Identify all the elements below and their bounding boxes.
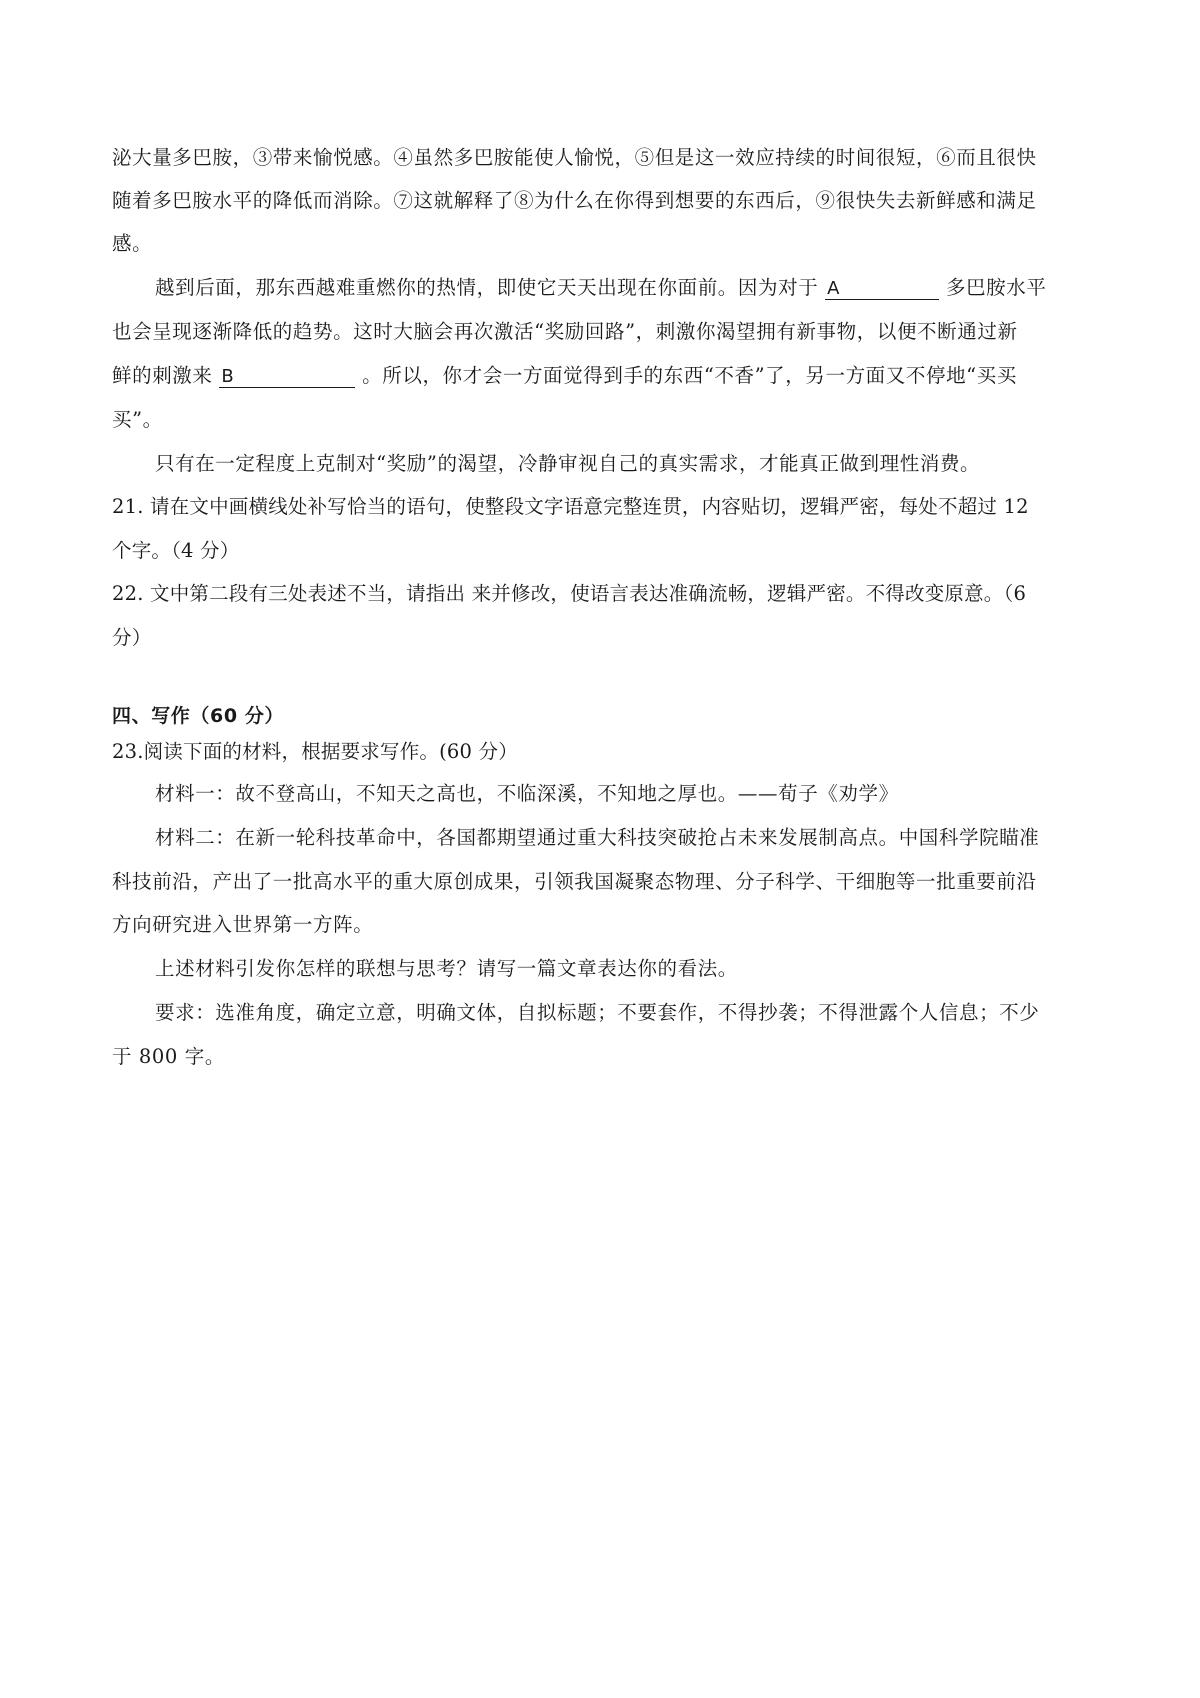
question-23: 23.阅读下面的材料，根据要求写作。(60 分） xyxy=(112,740,518,763)
question-22: 22. 文中第二段有三处表述不当，请指出 来并修改，使语言表达准确流畅，逻辑严密。不得改变原意。（6 xyxy=(112,582,1027,605)
passage-line-with-blank-b xyxy=(112,364,1092,388)
passage-line: 随着多巴胺水平的降低而消除。⑦这就解释了⑧为什么在你得到想要的东西后，⑨很快失去新鲜感和满足 xyxy=(112,189,1037,212)
passage-text: 多巴胺水平 xyxy=(945,276,1047,299)
question-22-cont: 分） xyxy=(112,626,152,649)
passage-text: 鲜的刺激来 xyxy=(112,364,213,387)
material-two-cont: 科技前沿，产出了一批高水平的重大原创成果，引领我国凝聚态物理、分子科学、干细胞等一批重要前沿 xyxy=(112,870,1037,893)
passage-line: 也会呈现逐渐降低的趋势。这时大脑会再次激活“奖励回路”，刺激你渴望拥有新事物，以便不断通过新 xyxy=(112,320,1018,343)
writing-requirements: 要求：选准角度，确定立意，明确文体，自拟标题；不要套作，不得抄袭；不得泄露个人信息；不少 xyxy=(155,1001,1040,1024)
passage-text: 越到后面，那东西越难重燃你的热情，即使它天天出现在你面前。因为对于 xyxy=(155,276,819,299)
writing-requirements-cont: 于 800 字。 xyxy=(112,1045,225,1068)
passage-line: 泌大量多巴胺，③带来愉悦感。④虽然多巴胺能使人愉悦，⑤但是这一效应持续的时间很短，⑥而且很快 xyxy=(112,146,1037,169)
passage-line: 感。 xyxy=(112,232,153,255)
blank-a: A xyxy=(825,279,939,300)
passage-line-with-blank-a xyxy=(155,276,1092,300)
blank-b: B xyxy=(219,367,355,388)
passage-text: 。所以，你才会一方面觉得到手的东西“不香”了，另一方面又不停地“买买 xyxy=(362,364,1017,387)
material-one: 材料一：故不登高山，不知天之高也，不临深溪，不知地之厚也。——荀子《劝学》 xyxy=(155,782,899,805)
passage-line: 买”。 xyxy=(112,408,163,431)
material-two-cont: 方向研究进入世界第一方阵。 xyxy=(112,913,374,936)
material-two: 材料二：在新一轮科技革命中，各国都期望通过重大科技突破抢占未来发展制高点。中国科学院瞄准 xyxy=(155,826,1040,849)
writing-question: 上述材料引发你怎样的联想与思考？请写一篇文章表达你的看法。 xyxy=(155,957,738,980)
passage-line: 只有在一定程度上克制对“奖励”的渴望，冷静审视自己的真实需求，才能真正做到理性消费。 xyxy=(155,452,981,475)
question-21: 21. 请在文中画横线处补写恰当的语句，使整段文字语意完整连贯，内容贴切，逻辑严密，每处不超过 12 xyxy=(112,495,1029,518)
section-title: 四、写作（60 分） xyxy=(112,705,285,727)
question-21-cont: 个字。（4 分） xyxy=(112,539,240,562)
